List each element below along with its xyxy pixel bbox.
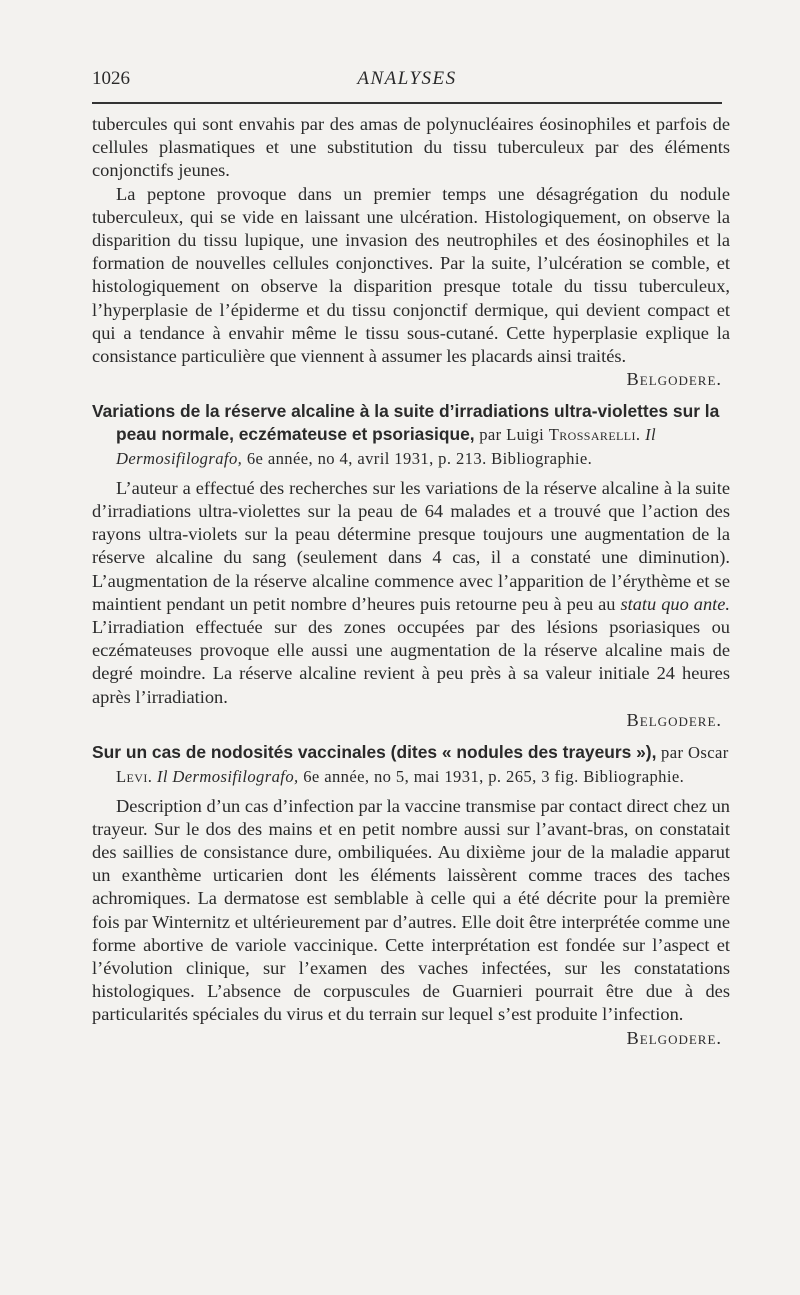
running-title: ANALYSES [357, 68, 457, 89]
body-paragraph: tubercules qui sont envahis par des amas de polynucléaires éosinophiles et parfois de cellules plasmatiques et une substitution du tissu tuberculeux par des éléments conjonctifs jeunes. [92, 114, 730, 181]
article-heading [92, 400, 730, 470]
reviewer-signature: Belgodere. [626, 709, 722, 730]
continued-review [92, 113, 730, 391]
article-details: 6e année, no 5, mai 1931, p. 265, 3 fig. Bibliographie. [303, 766, 685, 786]
body-paragraph: La peptone provoque dans un premier temps une désagrégation du nodule tuberculeux, qui se vide en laissant une ulcération. Histologiquement, on observe la disparition du tissu lupique, une invasion des neutrophiles et des éosinophiles et la formation de nouvelles cellules conjonctives. Par la suite, l’ulcération se comble, et histologiquement on observe la disparition presque totale du tissu tuberculeux, l’hyperplasie de l’épiderme et du tissu conjonctif dermique, qui devient compact et qui a tendance à envahir même le tissu sous-cutané. Cette hyperplasie explique la consistance particulière que viennent à assumer les placards ainsi traités. [92, 183, 730, 367]
page-content [92, 113, 730, 1050]
article-body-text: L’auteur a effectué des recherches sur les variations de la réserve alcaline à la suite d’irradiations ultra-violettes sur la peau de 64 malades et a trouvé que l’action des rayons ultra-violets sur la peau détermine presque toujours une augmentation de la réserve alcaline du sang (seulement dans 4 cas, il a constaté une diminution). L’augmentation de la réserve alcaline commence avec l’apparition de l’érythème et se maintient pendant un petit nombre d’heures puis retourne peu à peu au [92, 477, 730, 614]
article-byline: par Oscar [661, 743, 729, 763]
article-title: Sur un cas de nodosités vaccinales (dites « nodules des trayeurs »), [92, 742, 657, 763]
header-rule [92, 102, 722, 104]
article-journal: Il Dermosifilografo, [116, 425, 657, 469]
article-body-text: L’irradiation effectuée sur des zones occupées par des lésions psoriasiques ou eczémateuses provoque elle aussi une augmentation de la réserve alcaline mais de degré moindre. La réserve alcaline revient à peu près à sa valeur initiale 24 heures après l’irradiation. [92, 617, 730, 707]
article-body: Description d’un cas d’infection par la vaccine transmise par contact direct chez un trayeur. Sur le dos des mains et en petit nombre aussi sur l’avant-bras, on constatait des saillies de consistance dure, ombiliquées. Au dixième jour de la maladie apparut un exanthème urticarien dont les éléments laissèrent comme traces des taches achromiques. La dermatose est semblable à celle qui a été décrite pour la première fois par Winternitz et ultérieurement par d’autres. Elle doit être interprétée comme une forme abortive de variole vaccinique. Cette interprétation est fondée sur l’aspect et l’évolution clinique, sur l’examen des vaches infectées, sur les constatations histologiques. L’absence de corpuscules de Guarnieri pourrait être due à des particularités spéciales du virus et du terrain sur lequel s’est produite l’infection. [92, 795, 730, 1025]
page-number: 1026 [92, 68, 130, 89]
article-body [92, 477, 730, 709]
article-author: Levi. [116, 766, 153, 786]
review-article-2 [92, 741, 730, 1050]
article-details: 6e année, no 4, avril 1931, p. 213. Bibliographie. [246, 449, 593, 469]
article-heading [92, 741, 730, 789]
article-byline: par Luigi [479, 425, 545, 445]
article-author: Trossarelli. [548, 425, 641, 445]
reviewer-signature: Belgodere. [626, 369, 722, 390]
article-title: Variations de la réserve alcaline à la suite d’irradiations ultra-violettes sur la peau normale, eczémateuse et psoriasique, [92, 401, 720, 445]
review-article-1 [92, 400, 730, 732]
page-header [92, 64, 722, 94]
latin-phrase: statu quo ante. [620, 593, 731, 614]
reviewer-signature: Belgodere. [626, 1027, 722, 1048]
article-journal: Il Dermosifilografo, [156, 766, 299, 786]
